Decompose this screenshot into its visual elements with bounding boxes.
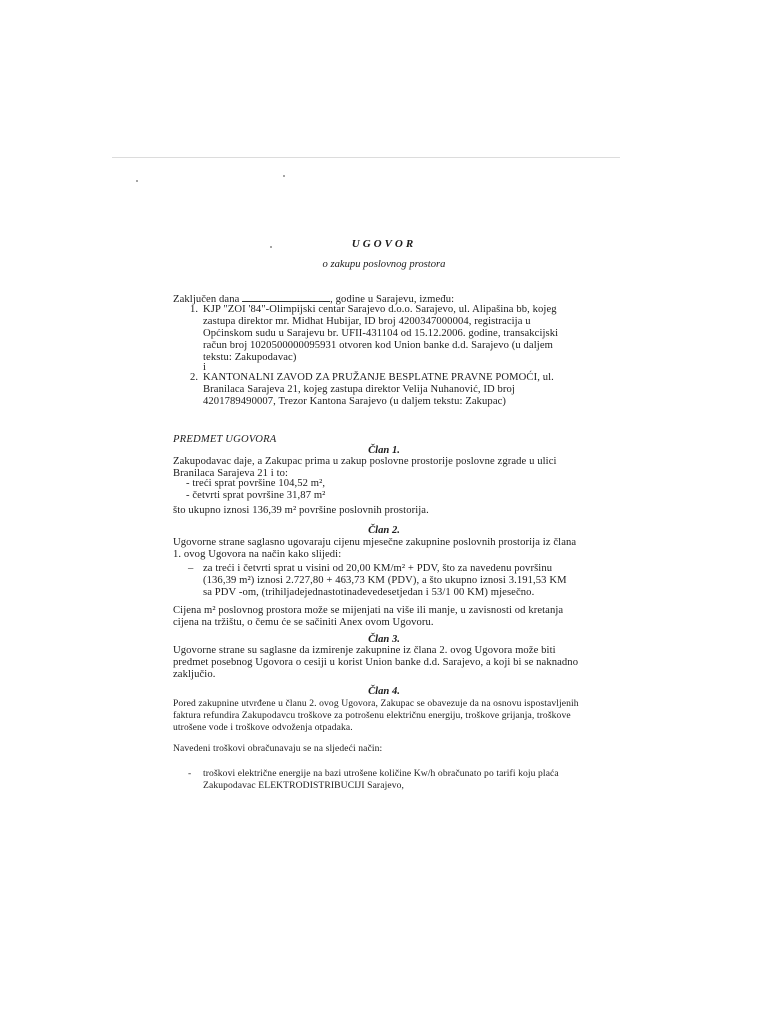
- intro-suffix: , godine u Sarajevu, između:: [330, 294, 455, 305]
- clan2-line: Ugovorne strane saglasno ugovaraju cijenu mjesečne zakupnine poslovnih prostorija iz člana: [173, 537, 577, 548]
- clan2-heading: Član 2.: [368, 525, 400, 536]
- clan4-line: utrošene vode i troškove odvoženja otpadaka.: [173, 722, 353, 733]
- party2-line: 4201789490007, Trezor Kantona Sarajevo (u daljem tekstu: Zakupac): [203, 396, 507, 407]
- clan3-line: predmet posebnog Ugovora o cesiji u korist Union banke d.d. Sarajevo, a koji bi se naknadno: [173, 657, 579, 668]
- clan4-bullet-mark: -: [188, 768, 192, 779]
- clan1-items: [186, 478, 325, 502]
- scan-speck: [283, 175, 285, 177]
- clan4-bullet-line: Zakupodavac ELEKTRODISTRIBUCIJI Sarajevo,: [203, 780, 404, 791]
- clan1-item: - treći sprat površine 104,52 m²,: [186, 478, 326, 489]
- scan-edge-line: [112, 157, 620, 158]
- party1-block: [203, 304, 598, 364]
- document-subtitle: o zakupu poslovnog prostora: [322, 259, 446, 270]
- clan3-heading: Član 3.: [368, 634, 400, 645]
- clan2-closing-line: cijena na tržištu, o čemu će se sačiniti Anex ovom Ugovoru.: [173, 617, 434, 628]
- document-title: UGOVOR: [351, 238, 417, 250]
- party2-block: [203, 372, 598, 408]
- clan1-body: [173, 456, 557, 480]
- party1-line: Općinskom sudu u Sarajevu br. UFII-431104 od 15.12.2006. godine, transakcijski: [203, 328, 559, 339]
- clan1-heading: Član 1.: [368, 445, 400, 456]
- clan2-bullet-line: sa PDV -om, (trihiljadejednastotinadevedesetjedan i 53/1 00 KM) mjesečno.: [203, 587, 535, 598]
- party2-line: Branilaca Sarajeva 21, kojeg zastupa direktor Velija Nuhanović, ID broj: [203, 384, 515, 395]
- clan2-bullet-line: (136,39 m²) iznosi 2.727,80 + 463,73 KM (PDV), a što ukupno iznosi 3.191,53 KM: [203, 575, 567, 586]
- clan4-line: Pored zakupnine utvrđene u članu 2. ovog Ugovora, Zakupac se obavezuje da na osnovu ispostavljenih: [173, 698, 579, 709]
- party1-line: KJP "ZOI '84"-Olimpijski centar Sarajevo d.o.o. Sarajevo, ul. Alipašina bb, kojeg: [203, 304, 557, 315]
- clan4-body: [173, 698, 579, 734]
- section-label: PREDMET UGOVORA: [173, 434, 277, 445]
- intro-prefix: Zaključen dana: [173, 294, 240, 305]
- clan4-line: faktura refundira Zakupodavcu troškove za potrošenu električnu energiju, troškove grijanja, troškove: [173, 710, 571, 721]
- clan2-bullet-line: za treći i četvrti sprat u visini od 20,00 KM/m² + PDV, što za navedenu površinu: [203, 563, 553, 574]
- conjunction: i: [203, 362, 207, 373]
- party1-line: zastupa direktor mr. Midhat Hubijar, ID broj 4200347000004, registracija u: [203, 316, 531, 327]
- party1-number: 1.: [190, 304, 199, 315]
- clan1-closing: što ukupno iznosi 136,39 m² površine poslovnih prostorija.: [173, 505, 429, 516]
- clan2-bullet-mark: –: [188, 563, 194, 574]
- clan4-bullet-line: troškovi električne energije na bazi utrošene količine Kw/h obračunato po tarifi koju plaća: [203, 768, 559, 779]
- clan3-body: [173, 645, 578, 681]
- clan4-heading: Član 4.: [368, 686, 400, 697]
- party1-line: tekstu: Zakupodavac): [203, 352, 297, 363]
- clan2-closing-line: Cijena m² poslovnog prostora može se mijenjati na više ili manje, u zavisnosti od kretanja: [173, 605, 564, 616]
- scan-speck: [136, 180, 138, 182]
- clan1-line: Branilaca Sarajeva 21 i to:: [173, 468, 289, 479]
- clan3-line: Ugovorne strane su saglasne da izmirenje zakupnine iz člana 2. ovog Ugovora može biti: [173, 645, 556, 656]
- clan4-lead: Navedeni troškovi obračunavaju se na sljedeći način:: [173, 743, 383, 754]
- party2-line: KANTONALNI ZAVOD ZA PRUŽANJE BESPLATNE PRAVNE POMOĆI, ul.: [203, 372, 554, 383]
- clan3-line: zaključio.: [173, 669, 216, 680]
- clan2-closing: [173, 605, 563, 629]
- clan4-bullet: [203, 768, 559, 792]
- clan2-body: [173, 537, 576, 561]
- clan2-bullet: [203, 563, 567, 599]
- party2-number: 2.: [190, 372, 199, 383]
- clan2-line: 1. ovog Ugovora na način kako slijedi:: [173, 549, 342, 560]
- party1-line: račun broj 1020500000095931 otvoren kod Union banke d.d. Sarajevo (u daljem: [203, 340, 553, 351]
- clan1-line: Zakupodavac daje, a Zakupac prima u zakup poslovne prostorije poslovne zgrade u ulici: [173, 456, 557, 467]
- clan1-item: - četvrti sprat površine 31,87 m²: [186, 490, 326, 501]
- date-blank: [242, 292, 330, 302]
